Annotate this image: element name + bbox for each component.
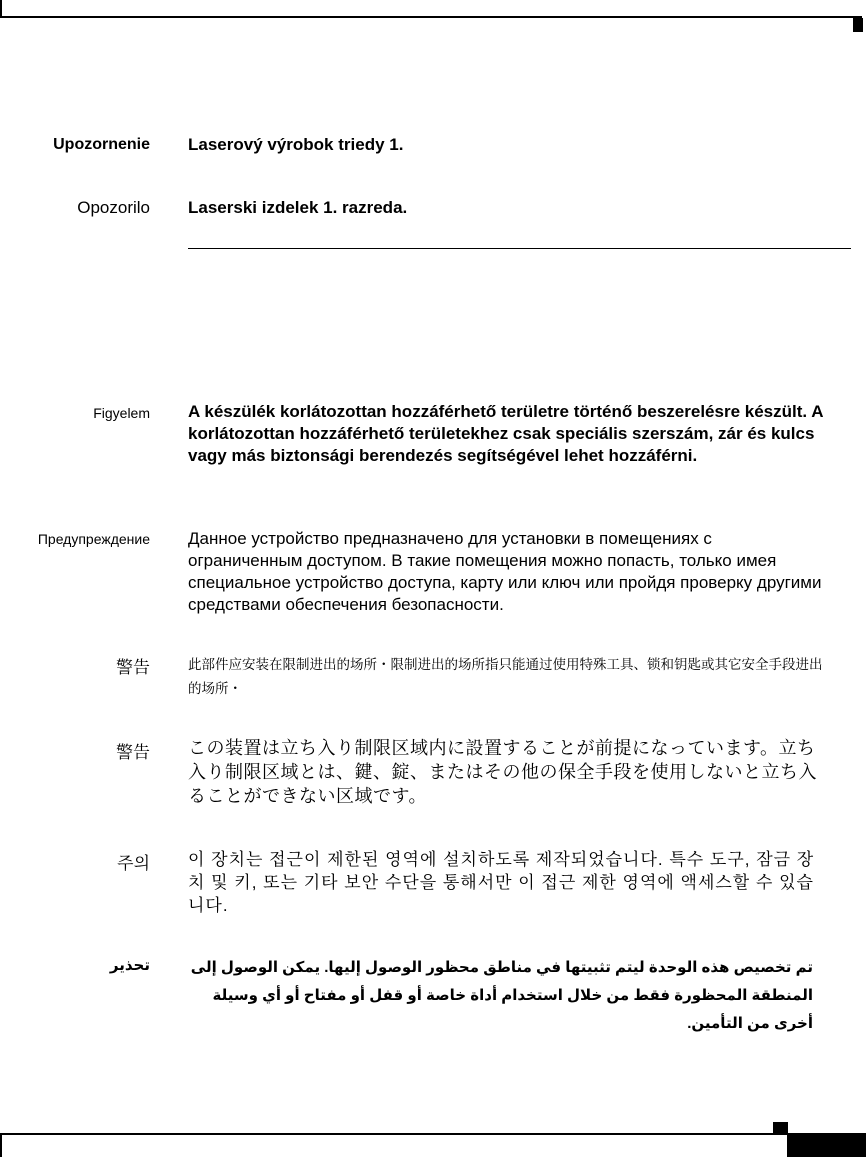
footer-rule (0, 1133, 787, 1135)
warning-label: Upozornenie (53, 136, 150, 153)
warning-text: Laserski izdelek 1. razreda. (188, 198, 408, 217)
warning-label: Figyelem (93, 405, 150, 421)
warning-text: Данное устройство предназначено для установки в помещениях с ограниченным доступом. В такие помещения можно попасть, только имея специальное устройство доступа, карту или ключ или пройдя проверку другими средствами обеспечения безопасности. (188, 529, 822, 614)
warning-label: 주의 (117, 854, 150, 873)
warning-text: この装置は立ち入り制限区域内に設置することが前提になっています。立ち入り制限区域とは、鍵、錠、またはその他の保全手段を使用しないと立ち入ることができない区域です。 (188, 738, 817, 806)
page-number-tab (787, 1133, 866, 1157)
footer-marker (773, 1122, 788, 1134)
warning-label: Предупреждение (37, 531, 150, 547)
warning-label: 警告 (116, 743, 150, 762)
warning-text: تم تخصيص هذه الوحدة ليتم تثبيتها في مناطق محظور الوصول إليها. يمكن الوصول إلى المنطقة المحظورة فقط من خلال استخدام أداة خاصة أو قفل أو مفتاح أو أي وسيلة أخرى من التأمين. (190, 959, 813, 1032)
warning-text: A készülék korlátozottan hozzáférhető területre történő beszerelésre készült. A korlátozottan hozzáférhető területekhez csak speciális szerszám, zár és kulcs vagy más biztonsági berendezés segítségével lehet hozzáférni. (188, 402, 823, 465)
footer-tick (0, 1133, 2, 1157)
warning-label: Opozorilo (77, 198, 150, 217)
section-divider (188, 248, 851, 249)
warning-text: 此部件应安装在限制进出的场所・限制进出的场所指只能通过使用特殊工具、锁和钥匙或其它安全手段进出的场所・ (188, 657, 823, 696)
header-tick (0, 0, 2, 17)
warning-text: Laserový výrobok triedy 1. (188, 135, 404, 154)
warning-text: 이 장치는 접근이 제한된 영역에 설치하도록 제작되었습니다. 특수 도구, 잠금 장치 및 키, 또는 기타 보안 수단을 통해서만 이 접근 제한 영역에 액세스할 수 있습니다. (188, 850, 815, 915)
warning-label: تحذير (109, 957, 150, 974)
warning-label: 警告 (116, 658, 150, 677)
header-rule (0, 16, 862, 18)
header-marker (853, 18, 863, 32)
